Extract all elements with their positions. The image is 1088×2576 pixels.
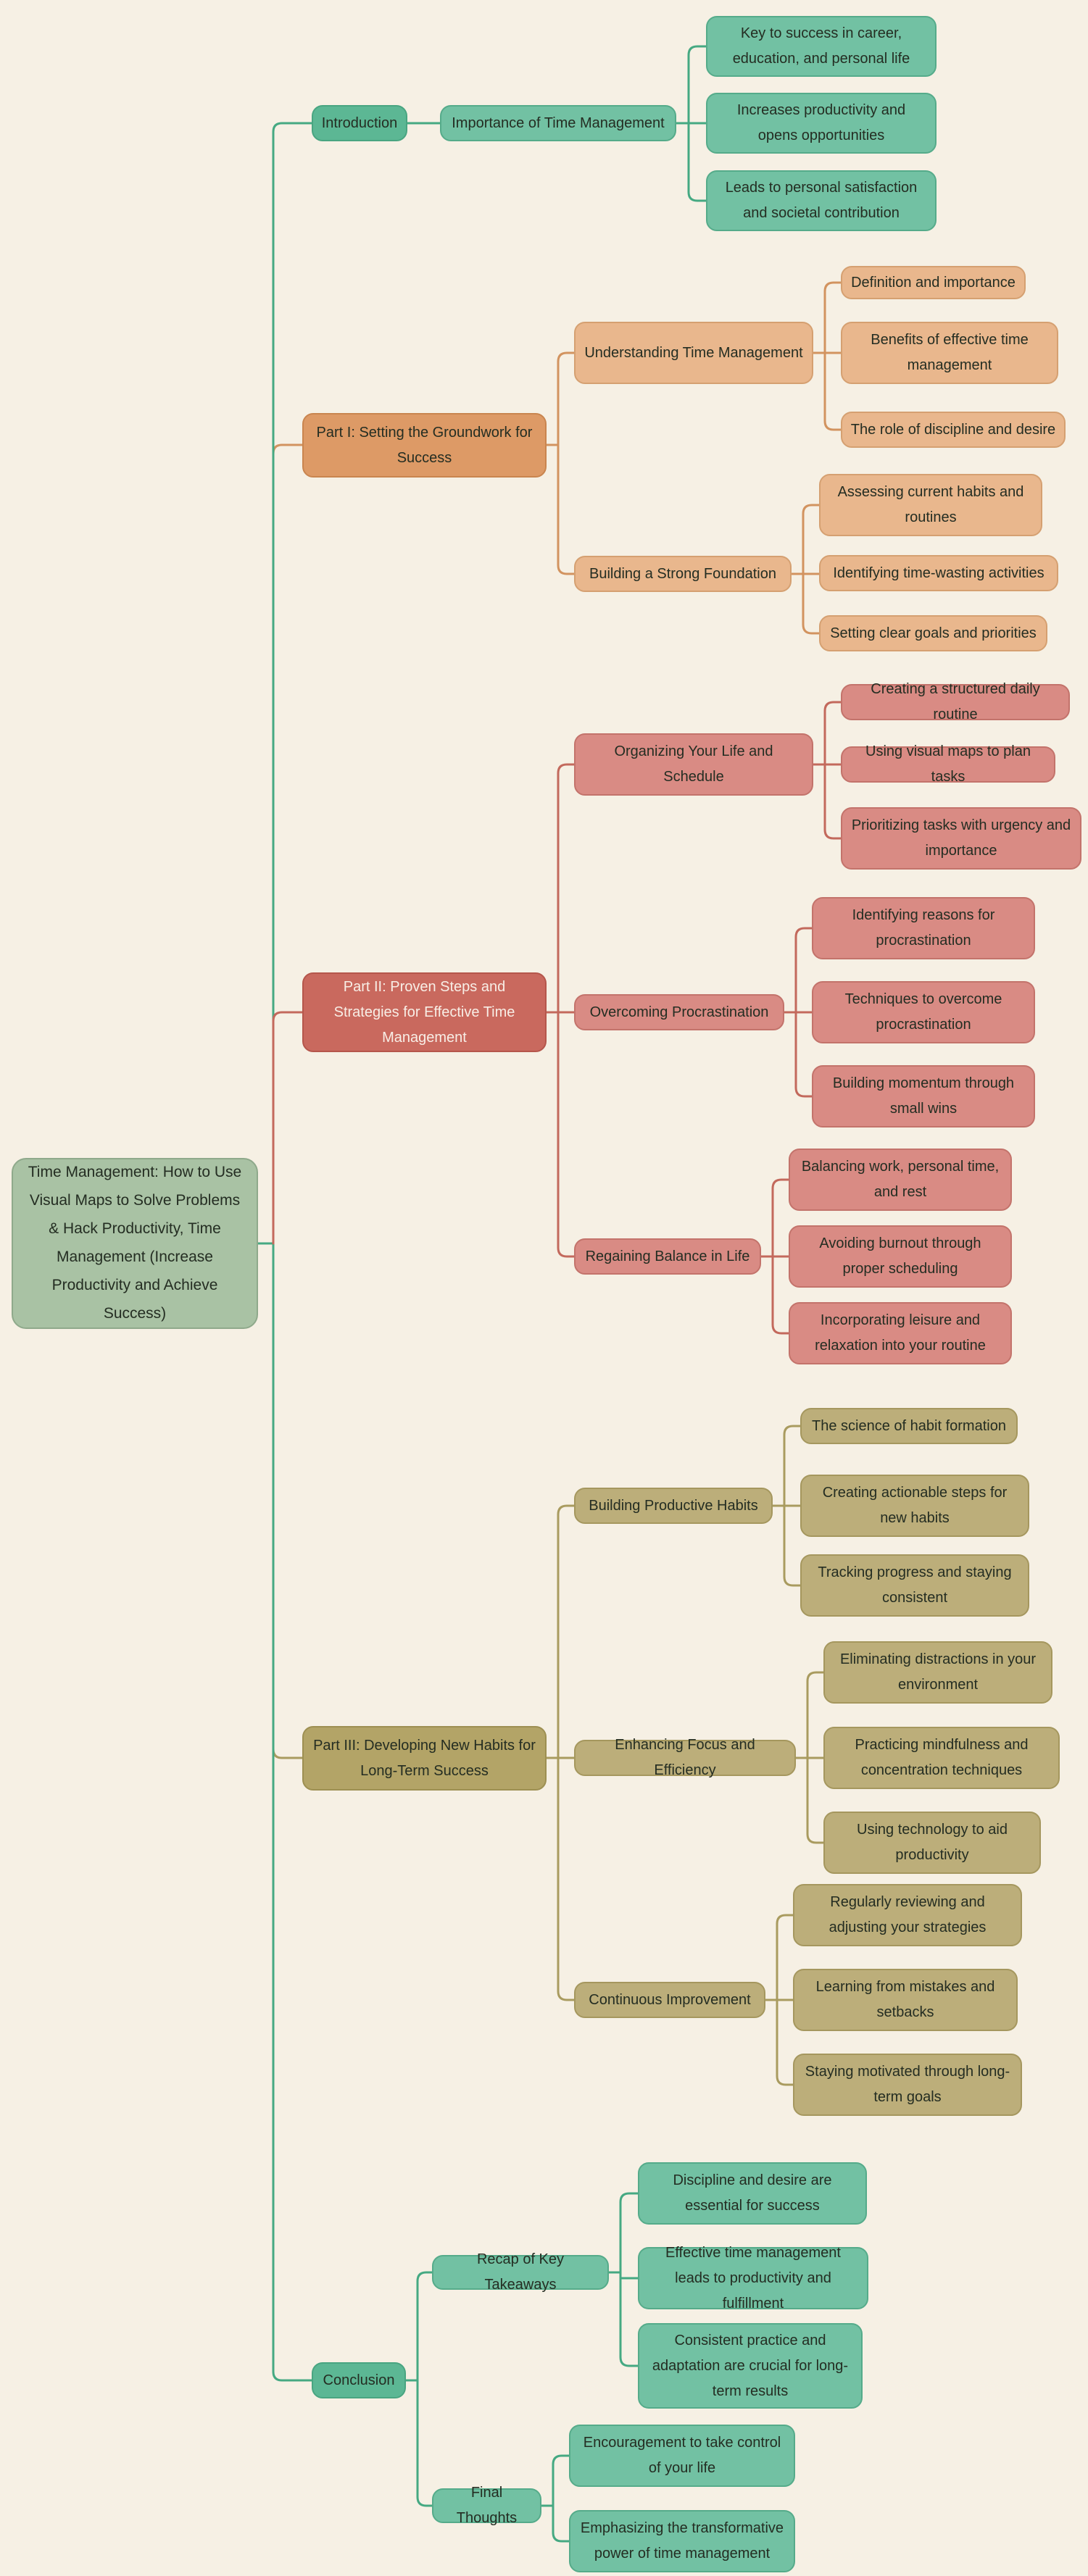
node-root[interactable]: Time Management: How to Use Visual Maps to Solve Problems & Hack Productivity, Time Management (Increase Productivity and Achieve Success) [12, 1158, 258, 1329]
node-introduction[interactable]: Introduction [312, 105, 407, 141]
leaf-balancing-work-rest[interactable]: Balancing work, personal time, and rest [789, 1149, 1012, 1211]
leaf-tracking-progress[interactable]: Tracking progress and staying consistent [800, 1554, 1029, 1617]
node-part-2[interactable]: Part II: Proven Steps and Strategies for Effective Time Management [302, 972, 547, 1052]
leaf-personal-satisfaction[interactable]: Leads to personal satisfaction and societal contribution [706, 170, 937, 231]
leaf-discipline-desire-essential[interactable]: Discipline and desire are essential for success [638, 2162, 867, 2225]
leaf-learning-from-mistakes[interactable]: Learning from mistakes and setbacks [793, 1969, 1018, 2031]
leaf-technology-productivity[interactable]: Using technology to aid productivity [823, 1812, 1041, 1874]
node-building-productive-habits[interactable]: Building Productive Habits [574, 1488, 773, 1524]
leaf-visual-maps-plan-tasks[interactable]: Using visual maps to plan tasks [841, 746, 1055, 783]
leaf-techniques-overcome[interactable]: Techniques to overcome procrastination [812, 981, 1035, 1043]
leaf-reasons-procrastination[interactable]: Identifying reasons for procrastination [812, 897, 1035, 959]
node-overcoming-procrastination[interactable]: Overcoming Procrastination [574, 994, 784, 1030]
node-importance-of-time-management[interactable]: Importance of Time Management [440, 105, 676, 141]
leaf-effective-tm-fulfillment[interactable]: Effective time management leads to productivity and fulfillment [638, 2247, 868, 2309]
node-building-strong-foundation[interactable]: Building a Strong Foundation [574, 556, 792, 592]
node-conclusion[interactable]: Conclusion [312, 2362, 406, 2398]
leaf-role-discipline-desire[interactable]: The role of discipline and desire [841, 412, 1066, 448]
leaf-eliminating-distractions[interactable]: Eliminating distractions in your environment [823, 1641, 1052, 1704]
leaf-transformative-power[interactable]: Emphasizing the transformative power of time management [569, 2510, 795, 2572]
leaf-actionable-steps[interactable]: Creating actionable steps for new habits [800, 1475, 1029, 1537]
node-continuous-improvement[interactable]: Continuous Improvement [574, 1982, 765, 2018]
leaf-time-wasting-activities[interactable]: Identifying time-wasting activities [819, 555, 1058, 591]
node-part-1[interactable]: Part I: Setting the Groundwork for Success [302, 413, 547, 478]
node-recap-key-takeaways[interactable]: Recap of Key Takeaways [432, 2255, 609, 2290]
node-organizing-life-schedule[interactable]: Organizing Your Life and Schedule [574, 733, 813, 796]
leaf-benefits-effective-tm[interactable]: Benefits of effective time management [841, 322, 1058, 384]
leaf-take-control-of-life[interactable]: Encouragement to take control of your life [569, 2425, 795, 2487]
leaf-key-to-success[interactable]: Key to success in career, education, and personal life [706, 16, 937, 77]
leaf-incorporating-leisure[interactable]: Incorporating leisure and relaxation into your routine [789, 1302, 1012, 1364]
node-final-thoughts[interactable]: Final Thoughts [432, 2488, 541, 2523]
leaf-momentum-small-wins[interactable]: Building momentum through small wins [812, 1065, 1035, 1127]
leaf-practicing-mindfulness[interactable]: Practicing mindfulness and concentration techniques [823, 1727, 1060, 1789]
node-regaining-balance[interactable]: Regaining Balance in Life [574, 1238, 761, 1275]
leaf-staying-motivated[interactable]: Staying motivated through long-term goals [793, 2054, 1022, 2116]
node-understanding-time-management[interactable]: Understanding Time Management [574, 322, 813, 384]
node-enhancing-focus-efficiency[interactable]: Enhancing Focus and Efficiency [574, 1740, 796, 1776]
node-part-3[interactable]: Part III: Developing New Habits for Long-Term Success [302, 1726, 547, 1791]
leaf-avoiding-burnout[interactable]: Avoiding burnout through proper scheduling [789, 1225, 1012, 1288]
leaf-clear-goals-priorities[interactable]: Setting clear goals and priorities [819, 615, 1047, 651]
leaf-structured-daily-routine[interactable]: Creating a structured daily routine [841, 684, 1070, 720]
leaf-reviewing-strategies[interactable]: Regularly reviewing and adjusting your strategies [793, 1884, 1022, 1946]
leaf-assessing-habits[interactable]: Assessing current habits and routines [819, 474, 1042, 536]
leaf-definition-importance[interactable]: Definition and importance [841, 266, 1026, 299]
leaf-increases-productivity[interactable]: Increases productivity and opens opportunities [706, 93, 937, 154]
leaf-science-habit-formation[interactable]: The science of habit formation [800, 1408, 1018, 1444]
leaf-consistent-practice[interactable]: Consistent practice and adaptation are crucial for long-term results [638, 2323, 863, 2409]
leaf-prioritizing-tasks[interactable]: Prioritizing tasks with urgency and importance [841, 807, 1081, 870]
